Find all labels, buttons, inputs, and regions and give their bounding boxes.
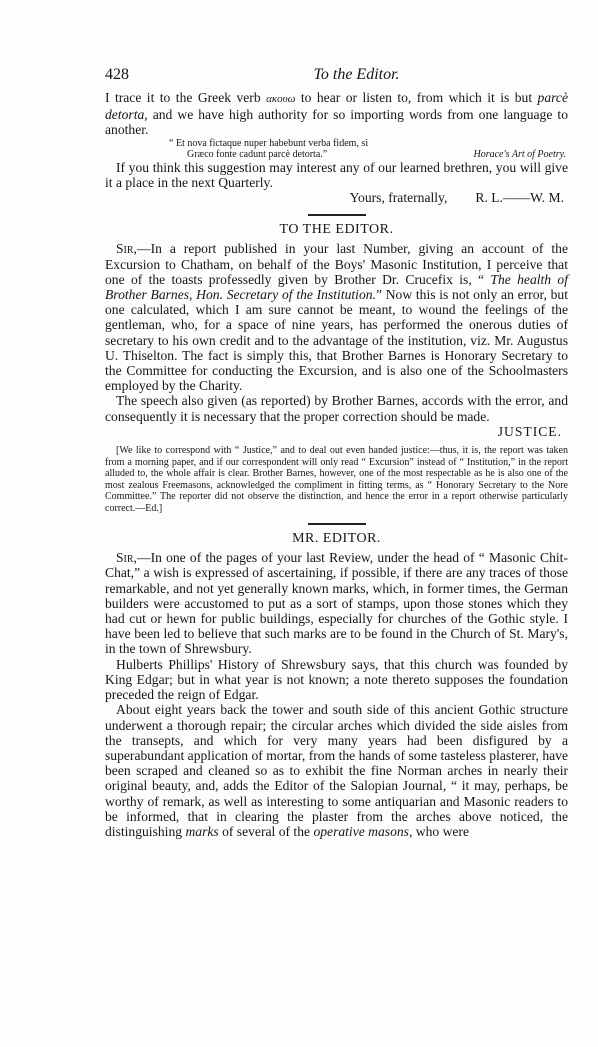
- letter2-paragraph-2: The speech also given (as reported) by Brother Barnes, accords with the error, and consequently it is necessary that the proper correction should be made.: [105, 393, 568, 424]
- running-head: To the Editor.: [313, 66, 400, 83]
- letter1-paragraph-2: If you think this suggestion may interest any of our learned brethren, you will give it a place in the next Quarterly.: [105, 159, 568, 190]
- section-divider: [308, 214, 366, 216]
- signature: R. L.——W. M.: [475, 190, 564, 206]
- letter3-paragraph-2: Hulberts Phillips' History of Shrewsbury says, that this church was founded by King Edgar; but in what year is not known; a note thereto supposes the foundation preceded the reign of Edgar.: [105, 656, 568, 703]
- greek-word: ακουω: [266, 93, 296, 105]
- latin-phrase: parcè detorta: [105, 90, 568, 123]
- salutation: Sir,: [116, 241, 137, 257]
- page-header: [105, 66, 568, 90]
- letter1-paragraph: I trace it to the Greek verb ακουω to hear or listen to, from which it is but parcè detorta, and we have high authority for so importing words from one language to another.: [105, 90, 568, 138]
- letter3-paragraph: Sir,—In one of the pages of your last Review, under the head of “ Masonic Chit-Chat,” a wish is expressed of ascertaining, if possible, if there are any traces of those remarkable, and not yet generally known marks, which, in former times, the German builders were accustomed to put as a sort of stamps, upon those stones which they had cut or hewn for public buildings, especially for churches of the Gothic style. I have been led to believe that such marks are to be found in the Church of St. Mary's, in the town of Shrewsbury.: [105, 550, 568, 657]
- section-title-mr-editor: MR. EDITOR.: [292, 531, 381, 547]
- section-divider: [308, 523, 366, 525]
- text-column: [105, 90, 568, 839]
- section-title-to-the-editor: TO THE EDITOR.: [279, 222, 394, 238]
- page-number: 428: [105, 66, 129, 83]
- letter1-signoff: [105, 190, 568, 205]
- salutation: Sir,: [116, 550, 137, 566]
- signature-justice: JUSTICE.: [497, 423, 562, 439]
- closing: Yours, fraternally,: [349, 190, 448, 206]
- letter3-paragraph-3: About eight years back the tower and south side of this ancient Gothic structure underwent a thorough repair; the circular arches which divided the side aisles from the transepts, and which for very many years had been disfigured by a superabundant application of mortar, from the hands of some tasteless plasterer, have been scraped and cleaned so as to exhibit the fine Norman arches in nearly their original beauty, and, adds the Editor of the Salopian Journal, “ it may, perhaps, be worthy of remark, as well as interesting to some antiquarian and Masonic readers to be informed, that in clearing the plaster from the arches above noticed, the distinguishing marks of several of the operative masons, who were: [105, 702, 568, 839]
- letter2-paragraph: Sir,—In a report published in your last Number, giving an account of the Excursion to Chatham, on behalf of the Boys' Masonic Institution, I perceive that one of the toasts professedly given by Brother Dr. Crucefix is, “ The health of Brother Barnes, Hon. Secretary of the Institution.” Now this is not only an error, but one calculated, which I am sure cannot be meant, to wound the feelings of the gentleman, who, for a space of nine years, has performed the onerous duties of secretary to his own credit and to the advantage of the institution, viz. Mr. Augustus U. Thiselton. The fact is simply this, that Brother Barnes is Honorary Secretary to the Committee for conducting the Excursion, and is also one of the Schoolmasters employed by the Charity.: [105, 241, 568, 394]
- editor-note: [We like to correspond with “ Justice,” and to deal out even handed justice:—thus, it is, the report was taken from a morning paper, and if our correspondent will only read “ Excursion” instead of “ Institution,” in the report alluded to, the whole affair is clear. Brother Barnes, however, one of the most respectable as he is also one of the most zealous Freemasons, acknowledged the compliment in fitting terms, as “ Honorary Secretary to the Nore Committee.” The reporter did not observe the distinction, and hence the error in a report otherwise particularly correct.—Ed.]: [105, 445, 568, 514]
- latin-quotation: “ Et nova fictaque nuper habebunt verba fidem, si Græco fonte cadunt parcè detorta.” Horace's Art of Poetry.: [169, 137, 566, 160]
- quotation-source: Horace's Art of Poetry.: [473, 148, 566, 160]
